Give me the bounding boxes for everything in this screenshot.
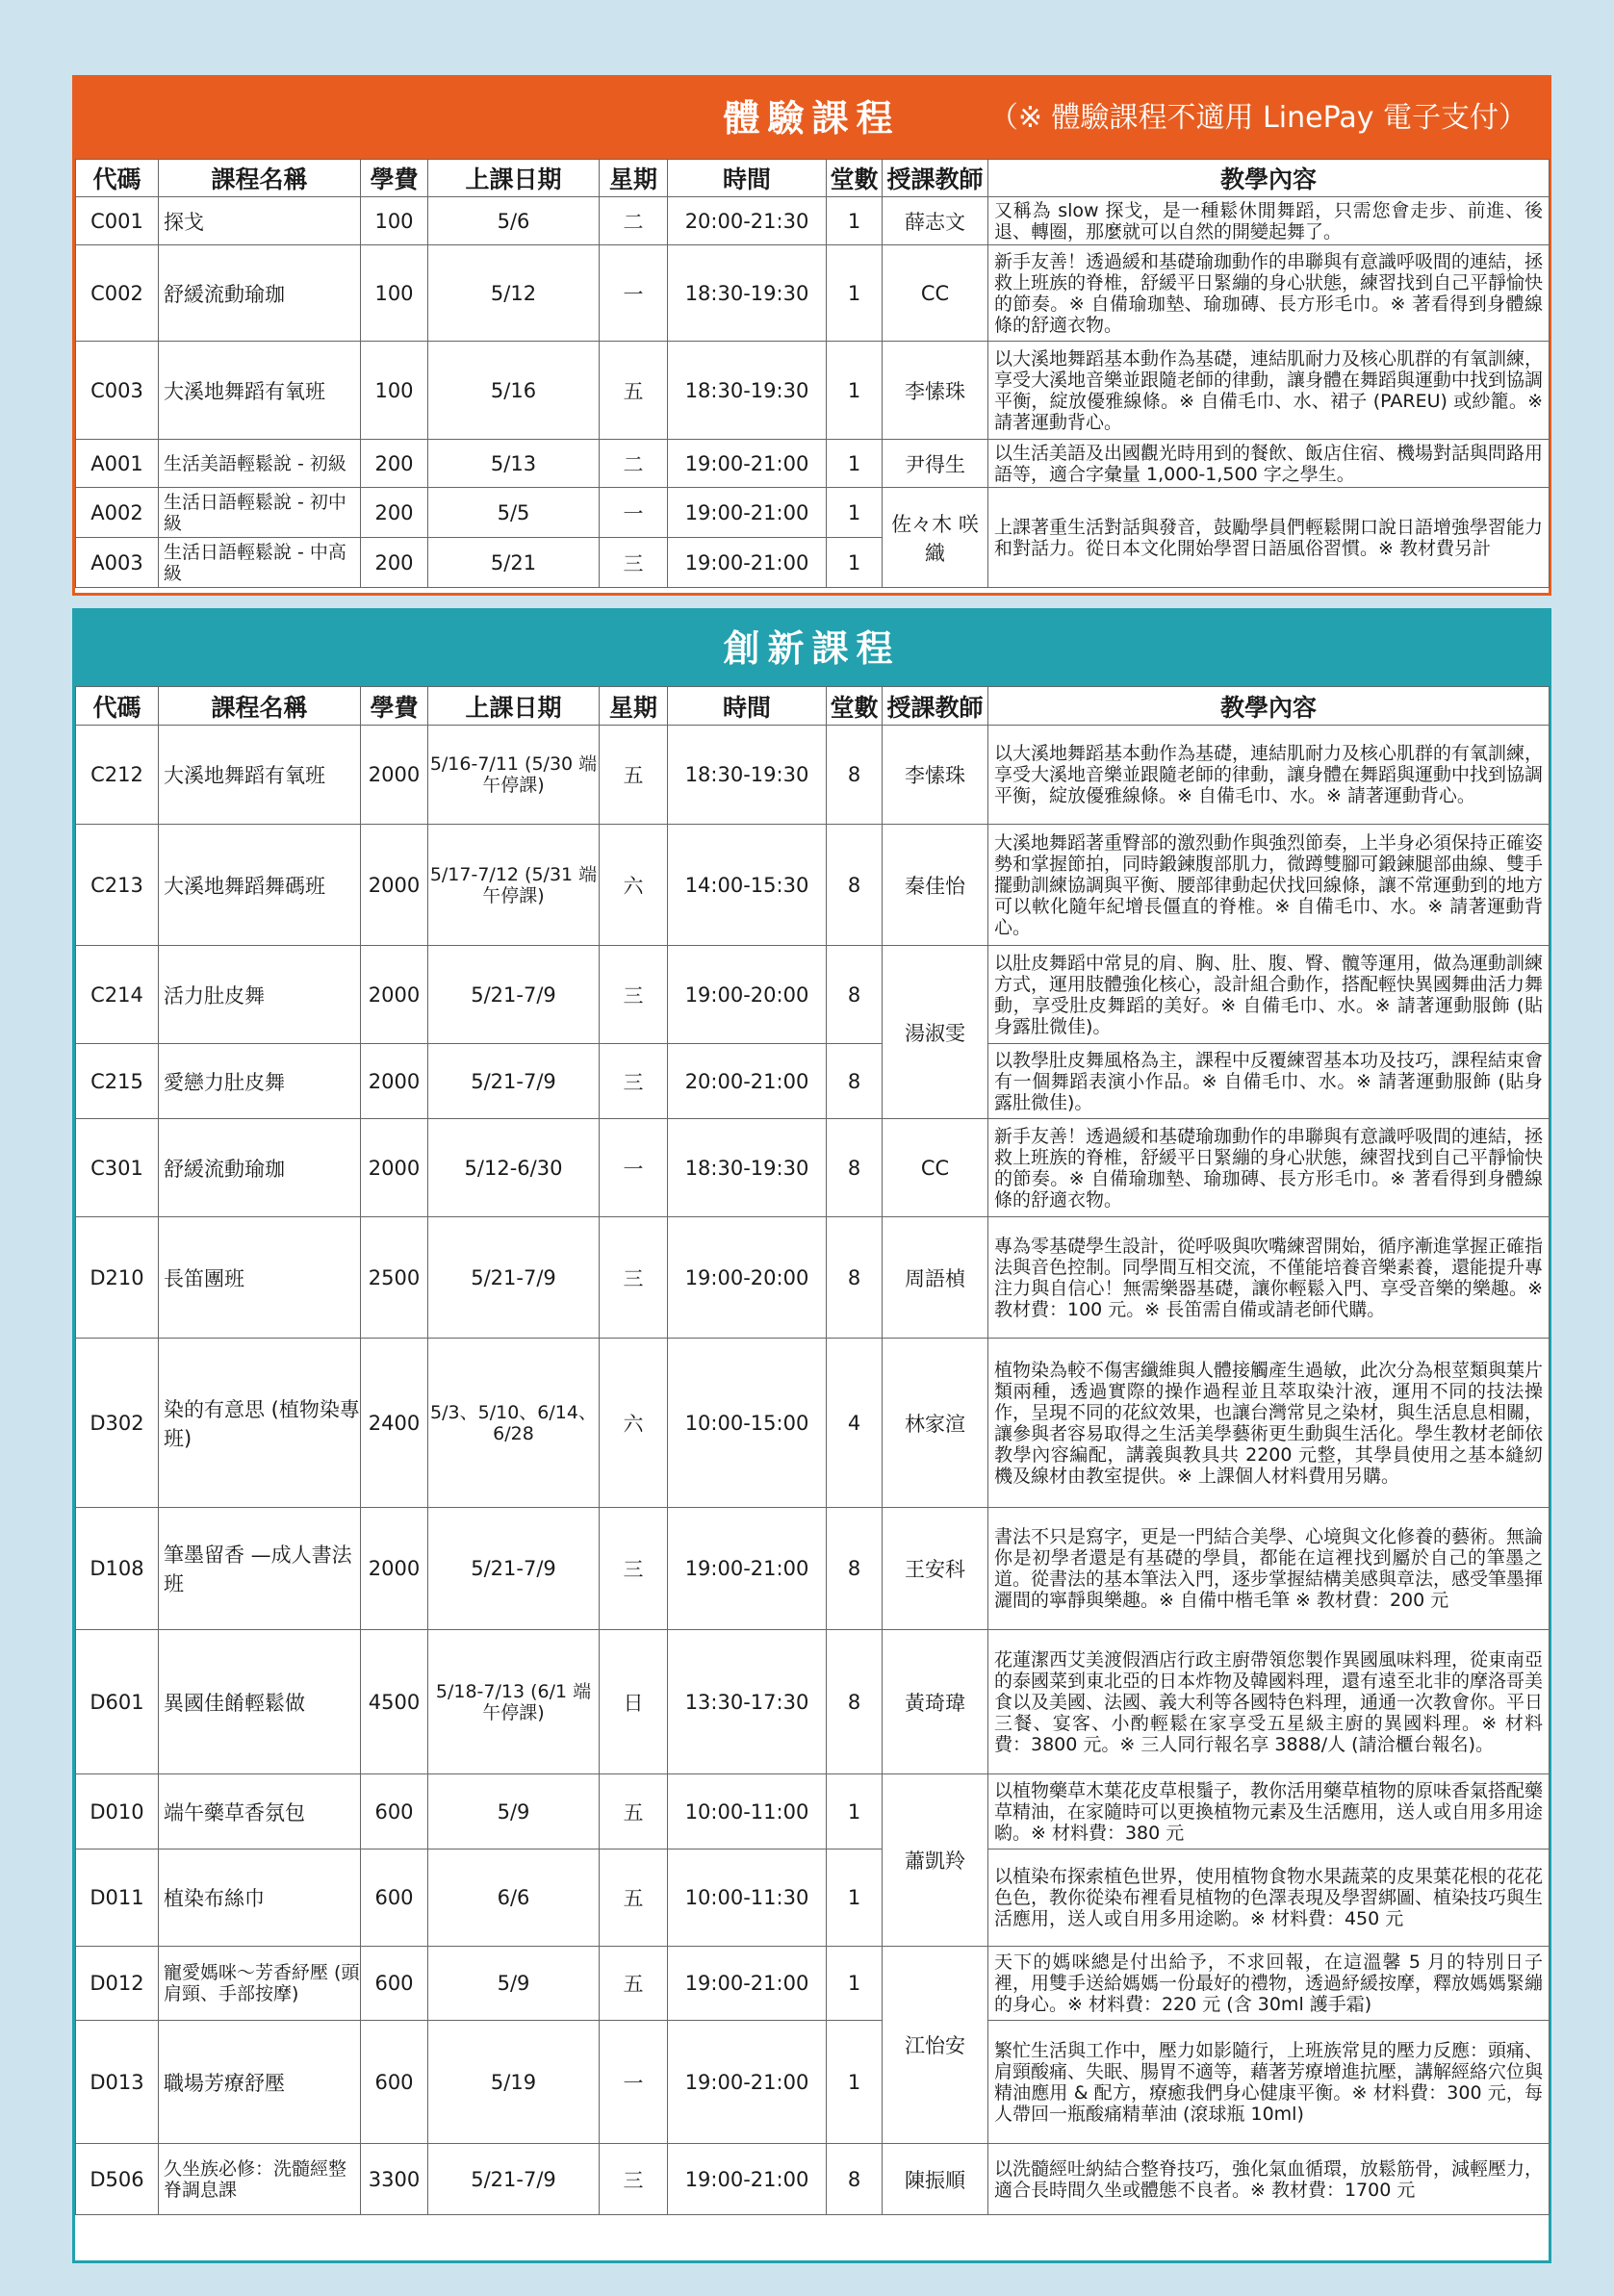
course-code: C002	[76, 245, 159, 342]
innovation-title: 創新課程	[723, 627, 901, 670]
table-row	[76, 1339, 1550, 1508]
trial-title: 體驗課程	[723, 97, 901, 140]
table-row	[76, 2144, 1550, 2215]
header-name: 課程名稱	[159, 160, 361, 197]
course-date: 5/3、5/10、6/14、6/28	[428, 1339, 600, 1508]
header-time: 時間	[668, 687, 827, 726]
table-row	[76, 1119, 1550, 1217]
course-desc: 書法不只是寫字，更是一門結合美學、心境與文化修養的藝術。無論你是初學者還是有基礎的學員，都能在這裡找到屬於自己的筆墨之道。從書法的基本筆法入門，逐步掌握結構美感與章法，感受筆墨揮灑間的寧靜與樂趣。※ 自備中楷毛筆 ※ 教材費：200 元	[988, 1508, 1550, 1630]
table-row	[76, 2021, 1550, 2144]
header-day: 星期	[600, 160, 668, 197]
course-sessions: 1	[827, 1774, 883, 1850]
course-date: 5/17-7/12 (5/31 端午停課)	[428, 825, 600, 946]
course-name: 生活日語輕鬆說 - 初中級	[159, 488, 361, 538]
course-name: 大溪地舞蹈有氧班	[159, 342, 361, 440]
course-teacher: 江怡安	[883, 1947, 988, 2144]
course-time: 19:00-21:00	[668, 538, 827, 588]
table-row	[76, 1508, 1550, 1630]
course-day: 三	[600, 946, 668, 1044]
course-name: 植染布絲巾	[159, 1850, 361, 1947]
header-code: 代碼	[76, 160, 159, 197]
course-day: 日	[600, 1630, 668, 1774]
course-time: 18:30-19:30	[668, 1119, 827, 1217]
trial-note: （※ 體驗課程不適用 LinePay 電子支付）	[988, 101, 1527, 135]
header-fee: 學費	[361, 687, 428, 726]
course-desc: 以植染布探索植色世界，使用植物食物水果蔬菜的皮果葉花根的花花色色，教你從染布裡看見植物的色澤表現及學習綁圖、植染技巧與生活應用，送人或自用多用途喲。※ 材料費：450 元	[988, 1850, 1550, 1947]
course-code: C301	[76, 1119, 159, 1217]
course-day: 一	[600, 245, 668, 342]
course-desc: 植物染為較不傷害纖維與人體接觸產生過敏，此次分為根莖類與葉片類兩種，透過實際的操作過程並且萃取染汁液，運用不同的技法操作，呈現不同的花紋效果，也讓台灣常見之染材，與生活息息相關，讓參與者容易取得之生活美學藝術更生動與生活化。學生教材老師依教學內容編配，講義與教具共 2200 元整，其學員使用之基本縫紉機及線材由教室提供。※ 上課個人材料費用另購。	[988, 1339, 1550, 1508]
course-name: 舒緩流動瑜珈	[159, 245, 361, 342]
course-date: 5/6	[428, 197, 600, 245]
course-date: 5/18-7/13 (6/1 端午停課)	[428, 1630, 600, 1774]
table-row	[76, 1044, 1550, 1119]
course-date: 5/21-7/9	[428, 1508, 600, 1630]
course-time: 20:00-21:30	[668, 197, 827, 245]
course-fee: 600	[361, 1947, 428, 2021]
table-row	[76, 440, 1550, 488]
course-day: 三	[600, 1508, 668, 1630]
course-code: D506	[76, 2144, 159, 2215]
course-teacher: 秦佳怡	[883, 825, 988, 946]
course-code: D013	[76, 2021, 159, 2144]
course-teacher: 陳振順	[883, 2144, 988, 2215]
course-fee: 100	[361, 342, 428, 440]
course-code: A002	[76, 488, 159, 538]
course-code: C003	[76, 342, 159, 440]
course-code: C213	[76, 825, 159, 946]
course-day: 一	[600, 1119, 668, 1217]
table-row	[76, 342, 1550, 440]
course-teacher: 湯淑雯	[883, 946, 988, 1119]
course-sessions: 1	[827, 2021, 883, 2144]
course-fee: 600	[361, 2021, 428, 2144]
course-fee: 100	[361, 245, 428, 342]
course-date: 5/16	[428, 342, 600, 440]
course-name: 寵愛媽咪～芳香紓壓 (頭肩頸、手部按摩)	[159, 1947, 361, 2021]
course-code: D210	[76, 1217, 159, 1339]
course-sessions: 8	[827, 1508, 883, 1630]
course-day: 一	[600, 2021, 668, 2144]
course-code: D302	[76, 1339, 159, 1508]
course-day: 二	[600, 197, 668, 245]
course-sessions: 1	[827, 197, 883, 245]
header-day: 星期	[600, 687, 668, 726]
course-fee: 200	[361, 440, 428, 488]
course-fee: 4500	[361, 1630, 428, 1774]
table-row	[76, 1774, 1550, 1850]
table-row	[76, 1850, 1550, 1947]
course-sessions: 1	[827, 488, 883, 538]
course-desc: 以教學肚皮舞風格為主，課程中反覆練習基本功及技巧，課程結束會有一個舞蹈表演小作品。※ 自備毛巾、水。※ 請著運動服飾 (貼身露肚微佳)。	[988, 1044, 1550, 1119]
course-desc: 花蓮潔西艾美渡假酒店行政主廚帶領您製作異國風味料理，從東南亞的泰國菜到東北亞的日本炸物及韓國料理，還有遠至北非的摩洛哥美食以及美國、法國、義大利等各國特色料理，通通一次教會你。平日三餐、宴客、小酌輕鬆在家享受五星級主廚的異國料理。※ 材料費：3800 元。※ 三人同行報名享 3888/人 (請洽櫃台報名)。	[988, 1630, 1550, 1774]
course-code: D011	[76, 1850, 159, 1947]
course-sessions: 1	[827, 440, 883, 488]
header-time: 時間	[668, 160, 827, 197]
course-fee: 2000	[361, 726, 428, 825]
course-teacher: CC	[883, 245, 988, 342]
course-name: 大溪地舞蹈舞碼班	[159, 825, 361, 946]
course-fee: 2000	[361, 1508, 428, 1630]
table-row	[76, 946, 1550, 1044]
course-sessions: 4	[827, 1339, 883, 1508]
course-time: 10:00-11:30	[668, 1850, 827, 1947]
course-day: 六	[600, 1339, 668, 1508]
course-desc: 以洗髓經吐納結合整脊技巧，強化氣血循環，放鬆筋骨，減輕壓力，適合長時間久坐或體態不良者。※ 教材費：1700 元	[988, 2144, 1550, 2215]
course-desc: 大溪地舞蹈著重臀部的激烈動作與強烈節奏，上半身必須保持正確姿勢和掌握節拍，同時鍛鍊腹部肌力，微蹲雙腳可鍛鍊腿部曲線、雙手擺動訓練協調與平衡、腰部律動起伏找回線條，讓不常運動到的地方可以軟化隨年紀增長僵直的脊椎。※ 自備毛巾、水。※ 請著運動背心。	[988, 825, 1550, 946]
course-fee: 2000	[361, 1119, 428, 1217]
course-time: 19:00-21:00	[668, 440, 827, 488]
course-date: 5/21	[428, 538, 600, 588]
course-teacher: CC	[883, 1119, 988, 1217]
trial-banner	[75, 78, 1549, 159]
course-fee: 600	[361, 1850, 428, 1947]
course-desc: 又稱為 slow 探戈，是一種鬆休閒舞蹈，只需您會走步、前進、後退、轉圈，那麼就可以自然的開變起舞了。	[988, 197, 1550, 245]
course-time: 18:30-19:30	[668, 245, 827, 342]
course-time: 19:00-21:00	[668, 2144, 827, 2215]
course-sessions: 8	[827, 825, 883, 946]
course-fee: 2000	[361, 946, 428, 1044]
course-day: 一	[600, 488, 668, 538]
course-time: 19:00-21:00	[668, 488, 827, 538]
course-day: 三	[600, 1044, 668, 1119]
course-teacher: 尹得生	[883, 440, 988, 488]
course-name: 探戈	[159, 197, 361, 245]
course-name: 生活美語輕鬆說 - 初級	[159, 440, 361, 488]
course-sessions: 1	[827, 342, 883, 440]
header-teacher: 授課教師	[883, 160, 988, 197]
course-name: 大溪地舞蹈有氧班	[159, 726, 361, 825]
course-date: 5/21-7/9	[428, 1044, 600, 1119]
course-teacher: 黃琦瑋	[883, 1630, 988, 1774]
course-teacher: 林家渲	[883, 1339, 988, 1508]
header-content: 教學內容	[988, 687, 1550, 726]
trial-header-row	[76, 160, 1550, 197]
header-sessions: 堂數	[827, 687, 883, 726]
course-date: 5/21-7/9	[428, 1217, 600, 1339]
table-row	[76, 726, 1550, 825]
course-sessions: 8	[827, 726, 883, 825]
course-code: D108	[76, 1508, 159, 1630]
course-time: 10:00-11:00	[668, 1774, 827, 1850]
table-row	[76, 488, 1550, 538]
course-day: 五	[600, 1947, 668, 2021]
course-sessions: 8	[827, 1630, 883, 1774]
course-day: 五	[600, 1774, 668, 1850]
course-code: A001	[76, 440, 159, 488]
course-date: 5/9	[428, 1774, 600, 1850]
course-fee: 600	[361, 1774, 428, 1850]
course-name: 活力肚皮舞	[159, 946, 361, 1044]
course-fee: 2000	[361, 825, 428, 946]
trial-section	[72, 75, 1551, 596]
course-fee: 2400	[361, 1339, 428, 1508]
course-desc: 以大溪地舞蹈基本動作為基礎，連結肌耐力及核心肌群的有氧訓練，享受大溪地音樂並跟隨老師的律動，讓身體在舞蹈與運動中找到協調平衡，綻放優雅線條。※ 自備毛巾、水、裙子 (PAREU) 或紗籠。※ 請著運動背心。	[988, 342, 1550, 440]
course-day: 二	[600, 440, 668, 488]
header-sessions: 堂數	[827, 160, 883, 197]
course-teacher: 李愫珠	[883, 726, 988, 825]
course-teacher: 王安科	[883, 1508, 988, 1630]
trial-table	[75, 159, 1550, 588]
course-sessions: 1	[827, 245, 883, 342]
table-row	[76, 825, 1550, 946]
course-desc: 以肚皮舞蹈中常見的肩、胸、肚、腹、臀、髖等運用，做為運動訓練方式，運用肢體強化核心，設計組合動作，搭配輕快異國舞曲活力舞動，享受肚皮舞蹈的美好。※ 自備毛巾、水。※ 請著運動服飾 (貼身露肚微佳)。	[988, 946, 1550, 1044]
course-desc: 上課著重生活對話與發音，鼓勵學員們輕鬆開口說日語增強學習能力和對話力。從日本文化開始學習日語風俗習慣。※ 教材費另計	[988, 488, 1550, 588]
course-desc: 以生活美語及出國觀光時用到的餐飲、飯店住宿、機場對話與問路用語等，適合字彙量 1,000-1,500 字之學生。	[988, 440, 1550, 488]
course-desc: 繁忙生活與工作中，壓力如影隨行，上班族常見的壓力反應：頭痛、肩頸酸痛、失眠、腸胃不適等，藉著芳療增進抗壓，講解經絡穴位與精油應用 & 配方，療癒我們身心健康平衡。※ 材料費：300 元，每人帶回一瓶酸痛精華油 (滾球瓶 10ml)	[988, 2021, 1550, 2144]
course-code: C001	[76, 197, 159, 245]
course-time: 18:30-19:30	[668, 726, 827, 825]
course-desc: 新手友善！透過緩和基礎瑜珈動作的串聯與有意識呼吸間的連結，拯救上班族的脊椎，舒緩平日緊繃的身心狀態，練習找到自己平靜愉快的節奏。※ 自備瑜珈墊、瑜珈磚、長方形毛巾。※ 著看得到身體線條的舒適衣物。	[988, 245, 1550, 342]
table-row	[76, 1630, 1550, 1774]
course-date: 6/6	[428, 1850, 600, 1947]
header-date: 上課日期	[428, 687, 600, 726]
header-fee: 學費	[361, 160, 428, 197]
course-code: D012	[76, 1947, 159, 2021]
innovation-banner	[75, 611, 1549, 686]
course-time: 10:00-15:00	[668, 1339, 827, 1508]
course-fee: 2000	[361, 1044, 428, 1119]
course-teacher: 李愫珠	[883, 342, 988, 440]
course-code: D601	[76, 1630, 159, 1774]
course-name: 染的有意思 (植物染專班)	[159, 1339, 361, 1508]
course-date: 5/13	[428, 440, 600, 488]
header-name: 課程名稱	[159, 687, 361, 726]
innovation-table	[75, 686, 1550, 2215]
innovation-header-row	[76, 687, 1550, 726]
course-name: 久坐族必修：洗髓經整脊調息課	[159, 2144, 361, 2215]
course-day: 五	[600, 1850, 668, 1947]
course-desc: 以植物藥草木葉花皮草根鬚子，教你活用藥草植物的原味香氣搭配藥草精油，在家隨時可以更換植物元素及生活應用，送人或自用多用途喲。※ 材料費：380 元	[988, 1774, 1550, 1850]
course-desc: 以大溪地舞蹈基本動作為基礎，連結肌耐力及核心肌群的有氧訓練，享受大溪地音樂並跟隨老師的律動，讓身體在舞蹈與運動中找到協調平衡，綻放優雅線條。※ 自備毛巾、水。※ 請著運動背心。	[988, 726, 1550, 825]
course-teacher: 薛志文	[883, 197, 988, 245]
course-sessions: 8	[827, 1119, 883, 1217]
course-fee: 100	[361, 197, 428, 245]
header-date: 上課日期	[428, 160, 600, 197]
course-sessions: 8	[827, 1217, 883, 1339]
course-day: 五	[600, 342, 668, 440]
course-name: 生活日語輕鬆說 - 中高級	[159, 538, 361, 588]
course-fee: 3300	[361, 2144, 428, 2215]
course-time: 19:00-21:00	[668, 1508, 827, 1630]
header-teacher: 授課教師	[883, 687, 988, 726]
course-date: 5/12	[428, 245, 600, 342]
course-name: 職場芳療舒壓	[159, 2021, 361, 2144]
course-time: 19:00-20:00	[668, 946, 827, 1044]
course-name: 筆墨留香 —成人書法班	[159, 1508, 361, 1630]
course-code: C212	[76, 726, 159, 825]
course-date: 5/19	[428, 2021, 600, 2144]
table-row	[76, 197, 1550, 245]
header-code: 代碼	[76, 687, 159, 726]
table-row	[76, 245, 1550, 342]
course-name: 端午藥草香氛包	[159, 1774, 361, 1850]
course-desc: 專為零基礎學生設計，從呼吸與吹嘴練習開始，循序漸進掌握正確指法與音色控制。同學間互相交流，不僅能培養音樂素養，還能提升專注力與自信心！無需樂器基礎，讓你輕鬆入門、享受音樂的樂趣。※ 教材費：100 元。※ 長笛需自備或請老師代購。	[988, 1217, 1550, 1339]
course-time: 13:30-17:30	[668, 1630, 827, 1774]
course-name: 愛戀力肚皮舞	[159, 1044, 361, 1119]
course-day: 三	[600, 538, 668, 588]
course-sessions: 1	[827, 1850, 883, 1947]
course-fee: 200	[361, 488, 428, 538]
course-sessions: 8	[827, 1044, 883, 1119]
course-desc: 新手友善！透過緩和基礎瑜珈動作的串聯與有意識呼吸間的連結，拯救上班族的脊椎，舒緩平日緊繃的身心狀態，練習找到自己平靜愉快的節奏。※ 自備瑜珈墊、瑜珈磚、長方形毛巾。※ 著看得到身體線條的舒適衣物。	[988, 1119, 1550, 1217]
course-fee: 2500	[361, 1217, 428, 1339]
course-teacher: 佐々木 咲織	[883, 488, 988, 588]
course-name: 舒緩流動瑜珈	[159, 1119, 361, 1217]
header-content: 教學內容	[988, 160, 1550, 197]
course-sessions: 1	[827, 1947, 883, 2021]
course-time: 18:30-19:30	[668, 342, 827, 440]
course-time: 20:00-21:00	[668, 1044, 827, 1119]
course-day: 三	[600, 2144, 668, 2215]
course-name: 異國佳餚輕鬆做	[159, 1630, 361, 1774]
course-date: 5/9	[428, 1947, 600, 2021]
course-desc: 天下的媽咪總是付出給予，不求回報，在這溫馨 5 月的特別日子裡，用雙手送給媽媽一份最好的禮物，透過紓緩按摩，釋放媽媽緊繃的身心。※ 材料費：220 元 (含 30ml 護手霜)	[988, 1947, 1550, 2021]
innovation-section	[72, 608, 1551, 2263]
course-day: 六	[600, 825, 668, 946]
course-teacher: 蕭凱羚	[883, 1774, 988, 1947]
course-date: 5/16-7/11 (5/30 端午停課)	[428, 726, 600, 825]
course-date: 5/21-7/9	[428, 946, 600, 1044]
course-time: 19:00-21:00	[668, 2021, 827, 2144]
course-sessions: 8	[827, 946, 883, 1044]
course-time: 14:00-15:30	[668, 825, 827, 946]
table-row	[76, 1217, 1550, 1339]
course-fee: 200	[361, 538, 428, 588]
course-time: 19:00-20:00	[668, 1217, 827, 1339]
course-day: 五	[600, 726, 668, 825]
course-date: 5/12-6/30	[428, 1119, 600, 1217]
table-row	[76, 1947, 1550, 2021]
course-teacher: 周語楨	[883, 1217, 988, 1339]
course-code: D010	[76, 1774, 159, 1850]
course-sessions: 8	[827, 2144, 883, 2215]
course-code: C215	[76, 1044, 159, 1119]
course-time: 19:00-21:00	[668, 1947, 827, 2021]
course-sessions: 1	[827, 538, 883, 588]
course-code: A003	[76, 538, 159, 588]
course-date: 5/5	[428, 488, 600, 538]
course-date: 5/21-7/9	[428, 2144, 600, 2215]
course-day: 三	[600, 1217, 668, 1339]
course-code: C214	[76, 946, 159, 1044]
course-name: 長笛團班	[159, 1217, 361, 1339]
